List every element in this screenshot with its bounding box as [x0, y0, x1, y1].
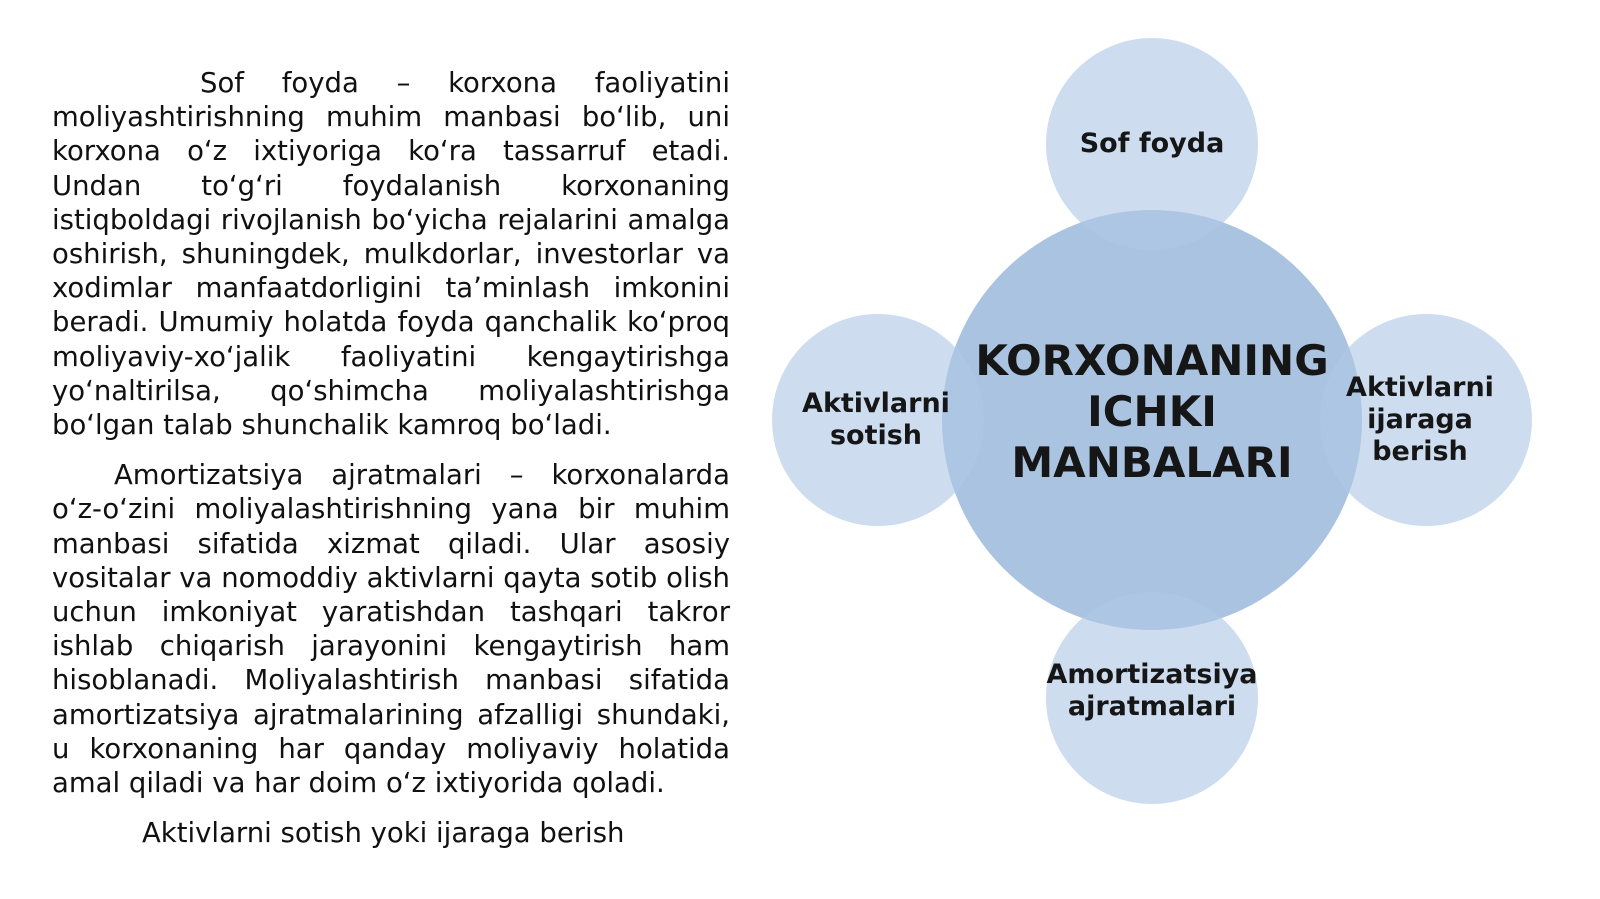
left-circle — [772, 314, 984, 526]
paragraph-aktivlar: Aktivlarni sotish yoki ijaraga berish — [142, 817, 625, 850]
paragraph-sof-foyda: Sof foyda – korxona faoliyatini moliyashtirishning muhim manbasi boʻlib, uni korxona oʻz ixtiyoriga koʻra tassarruf etadi. Undan toʻgʻri foydalanish korxonaning istiqboldagi rivojlanish boʻyicha rejalarini amalga oshirish, shuningdek, mulkdorlar, investorlar va xodimlar manfaatdorligini taʼminlash imkonini beradi. Umumiy holatda foyda qanchalik koʻproq moliyaviy-xoʻjalik faoliyatini kengaytirishga yoʻnaltirilsa, qoʻshimcha moliyalashtirishga boʻlgan talab shunchalik kamroq boʻladi. — [52, 67, 730, 442]
text-column — [52, 66, 730, 866]
bottom-label: Amortizatsiya ajratmalari — [1046, 659, 1258, 722]
bottom-circle — [1046, 592, 1258, 804]
center-label: KORXONANING ICHKI MANBALARI — [975, 335, 1329, 487]
sources-diagram — [760, 30, 1560, 810]
paragraph-amortizatsiya: Amortizatsiya ajratmalari – korxonalarda oʻz-oʻzini moliyalashtirishning yana bir muhim manbasi sifatida xizmat qiladi. Ular asosiy vositalar va nomoddiy aktivlarni qayta sotib olish uchun imkoniyat yaratishdan tashqari takror ishlab chiqarish jarayonini kengaytirish ham hisoblanadi. Moliyalashtirish manbasi sifatida amortizatsiya ajratmalarining afzalligi shundaki, u korxonaning har qanday moliyaviy holatida amal qiladi va har doim oʻz ixtiyorida qoladi. — [52, 459, 730, 800]
right-circle — [1320, 314, 1532, 526]
left-label: Aktivlarni sotish — [802, 388, 950, 451]
top-circle — [1046, 38, 1258, 250]
center-circle — [942, 210, 1362, 630]
right-label: Aktivlarni ijaraga berish — [1346, 372, 1494, 467]
top-label: Sof foyda — [1079, 128, 1225, 159]
